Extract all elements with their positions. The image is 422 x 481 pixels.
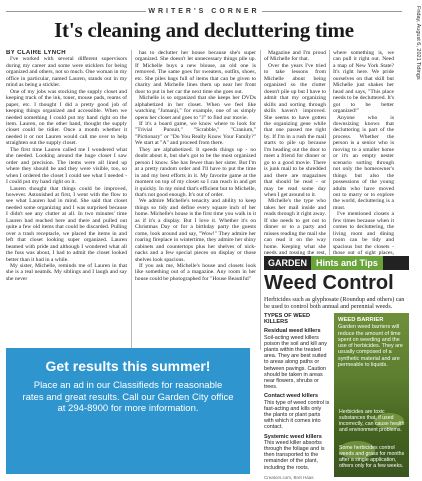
paragraph: If you ask me, Michelle's house and closets look like something out of a magazine. Any room in her house could be photographed for "House Beautiful" [135,262,256,282]
page-sidebar [409,0,422,480]
paragraph: Anyone who is downsizing knows that decluttering is part of the process. Whether the person is a senior who is moving to a smaller home or it's an empty nester scenario sorting through not only the homeowner's things but also the possessions of the young adults who have moved out to marry or to explore the world, decluttering is a must. [333,114,394,211]
weed-control-title: Weed Control [264,272,394,294]
column-divider [131,50,132,350]
paragraph: Lauren thought that things could be improved, however. Astonished at first, I went with the flow to see what Lauren had in mind. She said that closet needed some organizing and I was surprised because I didn't see any clutter at all. In two minutes' time Lauren had reached here and there and pulled out quite a few old items that could be discarded. Pulling over a trash receptacle, we placed the items in and left that closet looking super organized. Lauren beamed with pride and although I wondered what all the fuss was about, I had to admit the closet looked better than it had in a while. [6,185,127,263]
paragraph: Michelle is so organized that she keeps her DVDs alphabetized in her closet. When we feel like watching "Jumanji," for example, one of us simply opens her closet and goes to "J" to find our movie. [135,95,256,121]
residual-text: Soil-acting weed killers poison the soil and kill any plants within the treated area. They are best suited to areas along paths or between pavings. Caution should be taken in areas near flowers, shrubs or trees. [264,334,327,391]
paragraph: Magazine and I'm proud of Michelle for that. [264,50,326,63]
barrier-text: Garden weed barriers will reduce the amount of time spent on weeding and the use of herbicides. They are usually composed of a synthetic material and are permeable to liquids. [338,324,403,369]
paragraph: My sister, Michelle, reminds me of Lauren in that she is a real neatnik. My siblings and I laugh and say she never [6,262,127,282]
paragraph: where something is, we can pull it right out. Need a map of New York State? It's right here. We pride ourselves on that skill but Michelle just shakes her head and says, "This place needs to be decluttered. It's got to be better organized!" [333,50,394,115]
column-divider [329,50,330,255]
paragraph: I've mentioned closets a few times because when it comes to decluttering, the living room and dining room can be tidy and spacious but the closets - those out of sight places, [333,211,394,255]
garden-banner [264,256,409,270]
garden-tips-panel [264,256,409,480]
paragraph: Over the years I've tried to take lessons from Michelle about being organized so the clutter doesn't pile up but I have to admit that my organizing skills and sorting through skills haven't improved. She seems to have gotten the organizing gene while that one passed me right by. If I'm in a rush the mail starts to pile up because I'm heading out the door to meet a friend for dinner or go to a good movie. There is junk mail to be shredded and there are magazines that should be read - or may be read some day when I get around to it. [264,62,326,198]
byline: BY CLAIRE LYNCH [6,50,67,56]
barrier-heading: WEED BARRIER [338,317,384,323]
weed-barrier-box [338,317,404,368]
paragraph: They are alphabetized. It speeds things up - no doubt about it, but she's got to be the most organized person I know. She has fewer than her sister. But I'm at a pretty random order and I'll have to put the time in and my best efforts in it. My favorite game at the moment on top of my closet so I can reach in and get it quickly. In my mind that's efficient but to Michelle, that's not good enough. It's out of order. [135,146,256,198]
paragraph: has to declutter her house because she's super organized. She doesn't let unnecessary things pile up. If Michelle buys a new blouse, an old one is removed. The same goes for sweaters, outfits, shoes, etc. She piles bags full of items that can be given to charity and Michelle lines them up near her front door to put in her car the next time she goes out. [135,50,256,95]
systemic-text: This weed killer absorbs through the foliage and is then transported to the remainder of the plant, including the roots. [264,439,325,471]
article-column-1 [6,50,127,350]
contact-text: This type of weed control is fast-acting and kills only the plants or plant parts with which it comes into contact. [264,399,330,431]
weed-killer-types [264,313,330,481]
weed-control-intro: Herbicides such as glyphosate (Roundup and others) can be used to control both annual and perennial weeds. [264,296,405,310]
herbicide-caption: Herbicides are toxic substances that, if used incorrectly, can cause health and environment problems. [339,409,405,433]
herbicide-caption-2: Some herbicides control weeds and grass for months after a single application, others only for a few weeks. [339,445,405,469]
classified-ad[interactable] [6,348,250,474]
illustration-credit: Creators.com, Bret Haas [264,474,314,480]
paragraph: We admire Michelle's tenacity and ability to keep things so tidy and define every square inch of her home. Michelle's house is the first time you walk in it as if it's a display. But I love it. Whether it's on Christmas Day or for a birthday party the guests come, look around and say, "Wow!" They admire her roaring fireplace in wintertime, they admire her shiny cabinets and countertops plus her shelves of nick-nacks and a few special pieces on display or those shelves look spacious. [135,198,256,263]
paragraph: The first time Lauren called me I wondered what she needed. Looking around the huge closet I saw order and precision. The items were all lined up where they should be and they were visible, too, so when I ordered the closet I could see what I needed - I could put my hand right on it. [6,146,127,186]
article-column-3 [264,50,326,255]
hints-tips-label: Hints and Tips [311,256,383,270]
paragraph: One of my jobs was stocking the supply closet and keeping track of the ink, toner, mouse pads, reams of paper, etc. I thought I did a pretty good job of keeping things organized and accessible. When we needed something I could put my hand right on the item. Lauren, on the other hand, thought the supply closet could be tidier. Once a month whether it needed it or not Lauren would call me over to help straighten out the supply closet. [6,88,127,147]
paragraph: I've worked with several different supervisors during my career and some were sticklers for being organized and others, not so much. One woman in my office in particular, named Lauren, stands out in my mind as being a stickler. [6,56,127,89]
residual-heading: Residual weed killers [264,328,321,335]
ad-title: Get results this summer! [45,358,211,374]
section-kicker: WRITER'S CORNER [6,5,402,19]
article-column-4 [333,50,394,255]
column-divider [260,50,261,350]
garden-label: GARDEN [268,258,308,268]
sidebar-dateline: Friday, August 6, 2021 Tidings [415,6,421,80]
weed-barrier-photo [334,313,409,477]
article-column-2 [135,50,256,350]
paragraph: Michelle's the type who takes her mail inside and reads through it right away. If she needs to get out to dinner or to a party and misses reading the mail she can read it on the way home. Keeping what she needs and tossing the rest, [264,198,326,255]
ad-body: Place an ad in our Classifieds for reasonable rates and great results. Call our Garden City office at 294-8900 for more information. [22,380,234,414]
headline: It's cleaning and decluttering time [54,18,354,42]
systemic-heading: Systemic weed killers [264,433,322,440]
types-heading: TYPES OF WEED KILLERS [264,313,310,326]
contact-heading: Contact weed killers [264,393,319,400]
paragraph: If it's a board game, we know where to look for "Trivial Pursuit," "Scrabble," "Cranium," "Pictionary" or "Do You Really Know Your Family?" We start at "A" and proceed from there. [135,120,256,147]
